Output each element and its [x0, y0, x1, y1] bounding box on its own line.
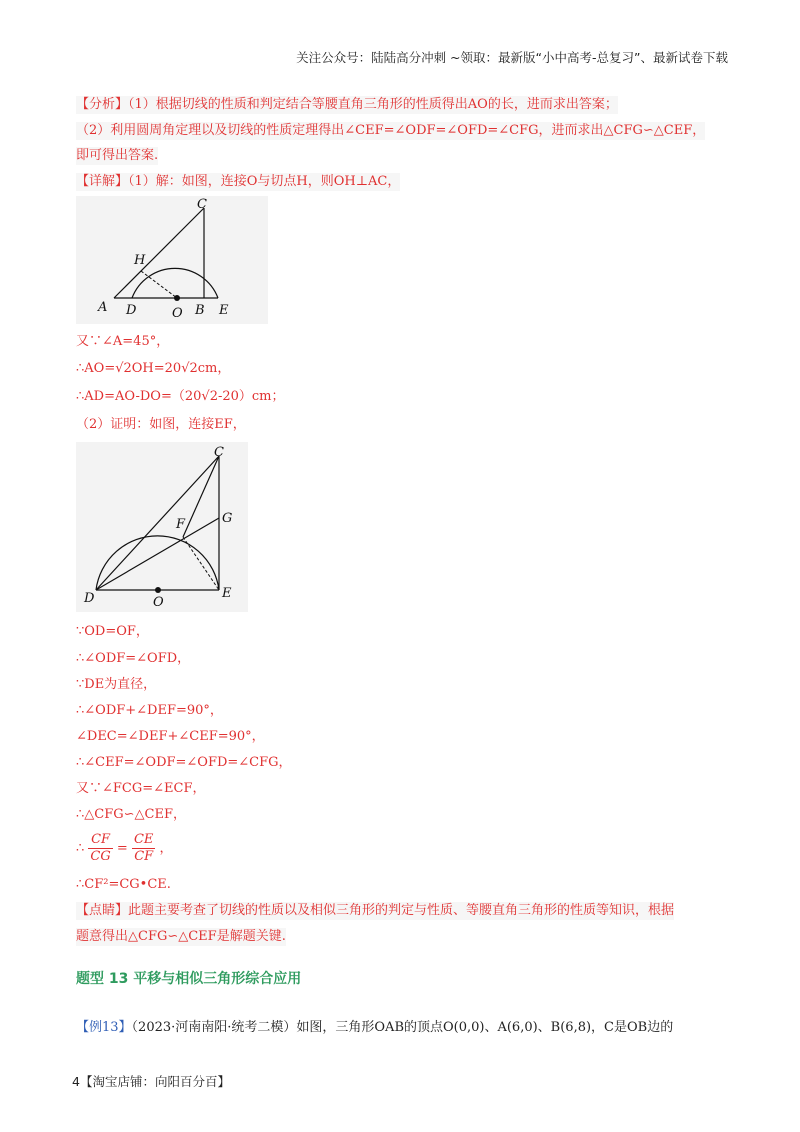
page-footer: 4【淘宝店铺：向阳百分百】	[72, 1074, 230, 1089]
fig1-label-e: E	[219, 303, 229, 318]
fig2-label-f: F	[176, 517, 186, 532]
comment-line-1: 【点睛】此题主要考查了切线的性质以及相似三角形的判定与性质、等腰直角三角形的性质等知识，根据	[76, 903, 675, 918]
part2-line-5: ∠DEC=∠DEF+∠CEF=90°，	[76, 729, 265, 744]
figure-1	[76, 196, 268, 324]
fraction-equation	[76, 832, 173, 865]
fraction-1-denominator: CG	[90, 849, 111, 864]
comment-line-2: 题意得出△CFG∽△CEF是解题关键.	[76, 929, 286, 944]
fig1-label-a: A	[98, 300, 108, 315]
fraction-ce-cf	[132, 832, 155, 865]
page-header: 关注公众号：陆陆高分冲刺 ~领取：最新版“小中高考-总复习”、最新试卷下载	[296, 50, 728, 65]
detail-line-1: 【详解】（1）解：如图，连接O与切点H，则OH⊥AC，	[76, 174, 401, 189]
fig1-label-c: C	[197, 197, 207, 212]
part2-line-8: ∴△CFG∽△CEF，	[76, 807, 186, 822]
fig1-label-b: B	[195, 303, 205, 318]
fig2-label-d: D	[84, 591, 95, 606]
part2-line-7: 又∵∠FCG=∠ECF，	[76, 781, 206, 796]
part1-line-4: （2）证明：如图，连接EF，	[76, 417, 246, 432]
fig2-label-c: C	[214, 445, 224, 460]
example-tag: 【例13】	[76, 1020, 132, 1035]
analysis-line-2: （2）利用圆周角定理以及切线的性质定理得出∠CEF=∠ODF=∠OFD=∠CFG，进而求出△CFG∽△CEF，	[76, 123, 706, 138]
figure-2-diagram	[76, 442, 248, 612]
part2-line-2: ∴∠ODF=∠OFD，	[76, 651, 191, 666]
part2-line-1: ∵OD=OF，	[76, 624, 149, 639]
figure-2	[76, 442, 248, 612]
part1-line-2: ∴AO=√2OH=20√2cm，	[76, 361, 231, 376]
fig2-label-g: G	[222, 511, 233, 526]
fraction-2-numerator: CE	[133, 832, 154, 847]
fraction-equals: =	[116, 841, 128, 856]
fig2-label-o: O	[153, 595, 164, 610]
analysis-line-3: 即可得出答案.	[76, 148, 159, 163]
analysis-line-1: 【分析】（1）根据切线的性质和判定结合等腰直角三角形的性质得出AO的长，进而求出答案；	[76, 97, 618, 112]
fig1-label-h: H	[134, 253, 146, 268]
fig1-label-d: D	[126, 303, 137, 318]
example-line	[76, 1016, 673, 1035]
fig1-label-o: O	[172, 306, 183, 321]
fraction-1-numerator: CF	[88, 832, 112, 849]
example-text: （2023·河南南阳·统考二模）如图，三角形OAB的顶点O(0,0)、A(6,0)、B(6,8)，C是OB边的	[131, 1020, 674, 1035]
part1-line-3: ∴AD=AO-DO=（20√2-20）cm；	[76, 389, 285, 404]
part2-line-4: ∴∠ODF+∠DEF=90°，	[76, 703, 223, 718]
section-heading: 题型 13 平移与相似三角形综合应用	[76, 971, 302, 987]
fraction-suffix: ，	[159, 841, 173, 856]
part2-line-6: ∴∠CEF=∠ODF=∠OFD=∠CFG，	[76, 755, 292, 770]
fig2-label-e: E	[222, 586, 232, 601]
fraction-cf-cg	[88, 832, 112, 865]
part2-line-3: ∵DE为直径，	[76, 677, 157, 692]
part1-line-1: 又∵∠A=45°，	[76, 334, 170, 349]
part2-line-9: ∴CF²=CG•CE.	[76, 877, 171, 892]
figure-1-diagram	[76, 196, 268, 324]
fraction-2-denominator: CF	[134, 849, 154, 864]
fraction-prefix: ∴	[76, 841, 85, 856]
